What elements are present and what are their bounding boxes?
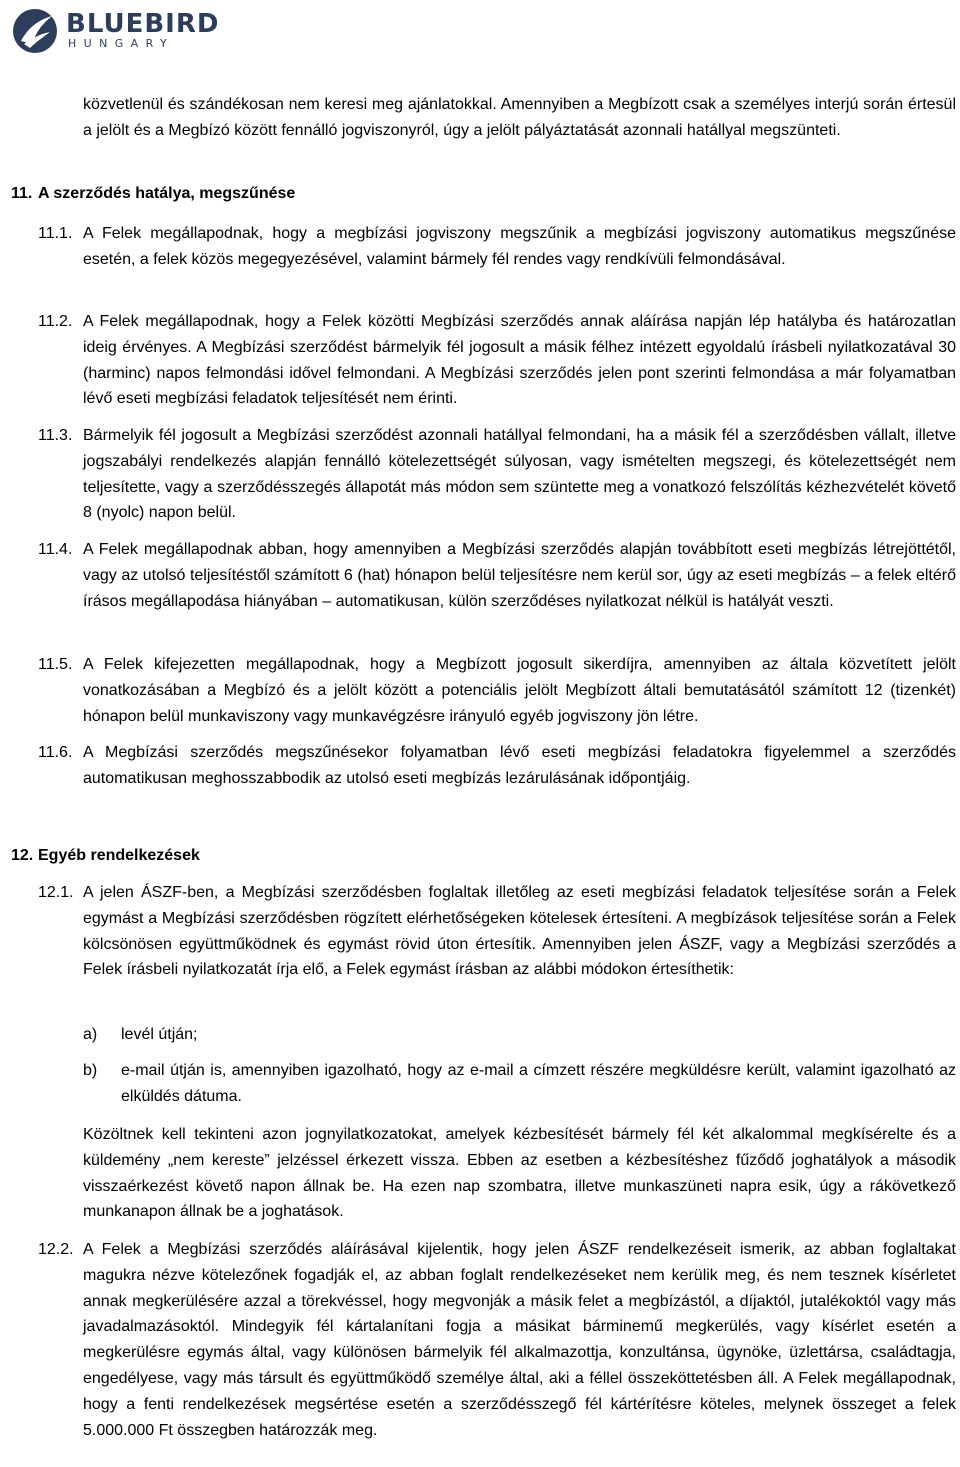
list-item-text: levél útján; [121, 1026, 198, 1043]
clause-number: 11.4. [38, 541, 73, 558]
list-item-text: e-mail útján is, amennyiben igazolható, hogy az e-mail a címzett részére megküldésre került, valamint igazolható az elküldés dátuma. [121, 1062, 956, 1105]
clause-text: A Felek a Megbízási szerződés aláírásával kijelentik, hogy jelen ÁSZF rendelkezéseit ismerik, az abban foglaltakat magukra nézve kötelezőnek fogadják el, az abban foglalt rendelkezéseket nem kerülik meg, és nem tesznek kísérletet annak megkerülésére azzal a törekvéssel, hogy megvonják a másik felet a megbízástól, a díjaktól, jutalékoktól vagy más javadalmazásoktól. Mindegyik fél kártalanítani fogja a másikat bárminemű megkerülés, vagy kísérlet esetén a megkerülésre egymás által, vagy különösen bármelyik fél alkalmazottja, konzultánsa, ügynöke, üzlettársa, családtagja, engedélyese, vagy más társult és együttműködő személye által, aki a féllel összeköttetésben áll. A Felek megállapodnak, hogy a fenti rendelkezések megsértése esetén a szerződésszegő fél kártérítésre köteles, melynek összeget a felek 5.000.000 Ft összegben határozzák meg. [83, 1241, 956, 1439]
clause-number: 12.1. [38, 884, 74, 901]
clause-number: 11.6. [38, 744, 73, 761]
clause-text: Bármelyik fél jogosult a Megbízási szerződést azonnali hatállyal felmondani, ha a másik fél a szerződésben vállalt, illetve jogszabályi rendelkezés alapján fennálló kötelezettségét súlyosan, vagy ismételten megszegi, és kötelezettségét nem teljesítette, vagy a szerződésszegés állapotát más módon sem szüntette meg a vonatkozó felszólítás kézhezvételét követő 8 (nyolc) napon belül. [83, 427, 956, 522]
section-11-number: 11. [11, 185, 33, 202]
clause-text: A jelen ÁSZF-ben, a Megbízási szerződésben foglaltak illetőleg az eseti megbízási feladatok teljesítése során a Felek egymást a Megbízási szerződésben rögzített elérhetőségeken kötelesek értesíteni. A megbízások teljesítése során a Felek kölcsönösen együttműködnek és egymást rövid úton értesítik. Amennyiben jelen ÁSZF, vagy a Megbízási szerződés a Felek írásbeli nyilatkozatát írja elő, a Felek egymást írásban az alábbi módokon értesíthetik: [83, 884, 956, 979]
section-12-number: 12. [11, 847, 34, 864]
intro-paragraph: közvetlenül és szándékosan nem keresi meg ajánlatokkal. Amennyiben a Megbízott csak a személyes interjú során értesül a jelölt és a Megbízó között fennálló jogviszonyról, úgy a jelölt pályáztatását azonnali hatállyal megszünteti. [83, 96, 956, 139]
clause-text: A Felek megállapodnak, hogy a Felek közötti Megbízási szerződés annak aláírása napján lép hatályba és határozatlan ideig érvényes. A Megbízási szerződést bármelyik fél jogosult a másik félhez intézett egyoldalú írásbeli nyilatkozatával 30 (harminc) napos felmondási idővel felmondani. A Megbízási szerződés jelen pont szerinti felmondása a már folyamatban lévő eseti megbízási feladatok teljesítését nem érinti. [83, 313, 956, 408]
logo-subtitle: HUNGARY [68, 37, 175, 50]
clause-text: A Felek megállapodnak abban, hogy amennyiben a Megbízási szerződés alapján továbbított eseti megbízás létrejöttétől, vagy az utolsó teljesítéstől számított 6 (hat) hónapon belül teljesítésre nem kerül sor, úgy az eseti megbízás – a felek eltérő írásos megállapodása hiányában – automatikusan, külön szerződéses nyilatkozat nélkül is hatályát veszti. [83, 541, 956, 610]
clause-number: 11.3. [38, 427, 73, 444]
section-11-title: A szerződés hatálya, megszűnése [38, 185, 296, 202]
clause-number: 11.2. [38, 313, 73, 330]
clause-text: A Felek megállapodnak, hogy a megbízási jogviszony megszűnik a megbízási jogviszony automatikus megszűnése esetén, a felek közös megegyezésével, valamint bármely fél rendes vagy rendkívüli felmondásával. [83, 225, 956, 268]
company-logo [12, 6, 219, 56]
clause-text: A Megbízási szerződés megszűnésekor folyamatban lévő eseti megbízási feladatokra figyelemmel a szerződés automatikusan meghosszabbodik az utolsó eseti megbízás lezárulásának időpontjáig. [83, 744, 956, 787]
bluebird-logo-icon [12, 8, 58, 54]
list-marker: a) [83, 1026, 98, 1043]
clause-number: 12.2. [38, 1241, 74, 1258]
section-12-title: Egyéb rendelkezések [38, 847, 200, 864]
clause-text: A Felek kifejezetten megállapodnak, hogy a Megbízott jogosult sikerdíjra, amennyiben az általa közvetített jelölt vonatkozásában a Megbízó és a jelölt között a potenciális jelölt Megbízott általi bemutatásától számított 12 (tizenkét) hónapon belül munkaviszony vagy munkavégzésre irányuló egyéb jogviszony jön létre. [83, 656, 956, 725]
clause-number: 11.1. [38, 225, 73, 242]
delivery-paragraph: Közöltnek kell tekinteni azon jognyilatkozatokat, amelyek kézbesítését bármely fél két alkalommal megkísérelte és a küldemény „nem kereste” jelzéssel érkezett vissza. Ebben az esetben a kézbesítéshez fűződő joghatályok a második visszaérkezést követő napon állnak be. Ha ezen nap szombatra, illetve munkaszüneti napra esik, úgy a rákövetkező munkanapon állnak be a joghatások. [83, 1126, 956, 1221]
list-marker: b) [83, 1062, 98, 1079]
logo-name: BLUEBIRD [66, 9, 220, 39]
clause-number: 11.5. [38, 656, 73, 673]
